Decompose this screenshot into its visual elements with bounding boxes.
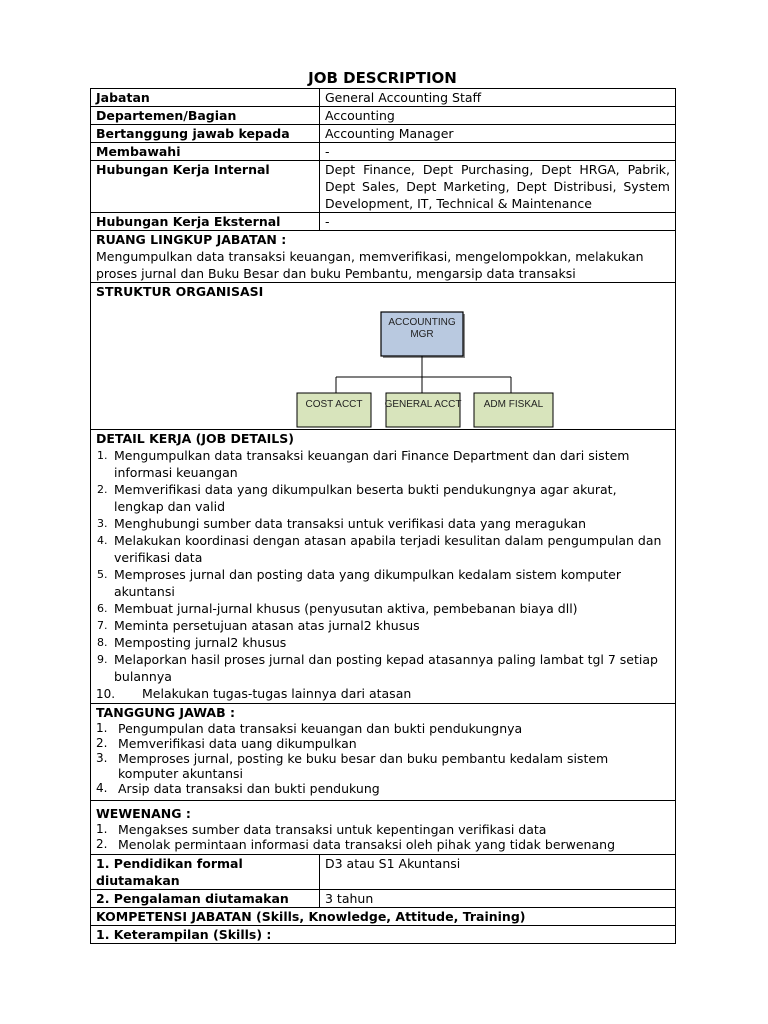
list-item bbox=[96, 781, 670, 796]
ruang-lingkup-text: Mengumpulkan data transaksi keuangan, memverifikasi, mengelompokkan, melakukan proses jurnal dan Buku Besar dan buku Pembantu, mengarsip data transaksi bbox=[96, 249, 644, 281]
tanggung-jawab-section bbox=[91, 704, 676, 801]
list-text: Memproses jurnal dan posting data yang dikumpulkan kedalam sistem komputer akuntansi bbox=[114, 567, 622, 599]
wewenang-heading: WEWENANG : bbox=[96, 806, 191, 821]
list-number: 3. bbox=[96, 751, 108, 765]
info-label: Hubungan Kerja Internal bbox=[91, 161, 320, 213]
org-label-manager-line2: MGR bbox=[410, 329, 434, 340]
list-number: 1. bbox=[96, 721, 108, 735]
list-text: Melakukan tugas-tugas lainnya dari atasan bbox=[142, 686, 412, 701]
list-item bbox=[96, 837, 670, 852]
list-item bbox=[96, 651, 670, 685]
list-text: Memposting jurnal2 khusus bbox=[114, 635, 287, 650]
list-item bbox=[96, 634, 670, 651]
info-label: Departemen/Bagian bbox=[91, 107, 320, 125]
info-row-departemen bbox=[91, 107, 676, 125]
detail-kerja-heading: DETAIL KERJA (JOB DETAILS) bbox=[96, 431, 294, 446]
tanggung-jawab-list bbox=[96, 721, 670, 796]
kualifikasi-value: D3 atau S1 Akuntansi bbox=[320, 855, 676, 890]
list-number: 2. bbox=[97, 483, 108, 496]
info-value: - bbox=[320, 213, 676, 231]
detail-kerja-section bbox=[91, 430, 676, 704]
info-row-membawahi bbox=[91, 143, 676, 161]
list-text: Memverifikasi data yang dikumpulkan beserta bukti pendukungnya agar akurat, lengkap dan valid bbox=[114, 482, 617, 514]
info-row-jabatan bbox=[91, 89, 676, 107]
info-value: - bbox=[320, 143, 676, 161]
info-value: General Accounting Staff bbox=[320, 89, 676, 107]
list-item bbox=[96, 481, 670, 515]
info-label: Bertanggung jawab kepada bbox=[91, 125, 320, 143]
info-value: Accounting Manager bbox=[320, 125, 676, 143]
kualifikasi-label: 1. Pendidikan formal diutamakan bbox=[91, 855, 320, 890]
list-text: Menghubungi sumber data transaksi untuk verifikasi data yang meragukan bbox=[114, 516, 587, 531]
detail-kerja-list bbox=[96, 447, 670, 703]
document-title: JOB DESCRIPTION bbox=[308, 69, 457, 87]
list-item bbox=[96, 515, 670, 532]
list-item bbox=[96, 447, 670, 481]
list-item bbox=[96, 685, 670, 703]
list-text: Melaporkan hasil proses jurnal dan posting kepad atasannya paling lambat tgl 7 setiap bulannya bbox=[114, 652, 658, 684]
list-text: Mengakses sumber data transaksi untuk kepentingan verifikasi data bbox=[118, 822, 547, 837]
job-description-table bbox=[90, 88, 676, 944]
struktur-heading: STRUKTUR ORGANISASI bbox=[96, 284, 264, 299]
list-number: 3. bbox=[97, 517, 108, 530]
list-item bbox=[96, 600, 670, 617]
info-label: Hubungan Kerja Eksternal bbox=[91, 213, 320, 231]
list-item bbox=[96, 721, 670, 736]
kualifikasi-value: 3 tahun bbox=[320, 890, 676, 908]
ruang-lingkup-section bbox=[91, 231, 676, 283]
list-item bbox=[96, 736, 670, 751]
list-item bbox=[96, 751, 670, 781]
list-item bbox=[96, 566, 670, 600]
list-number: 9. bbox=[97, 653, 108, 666]
org-label-manager bbox=[381, 317, 463, 341]
list-text: Membuat jurnal-jurnal khusus (penyusutan aktiva, pembebanan biaya dll) bbox=[114, 601, 578, 616]
org-label-general-acct: GENERAL ACCT bbox=[384, 399, 462, 410]
info-value: Accounting bbox=[320, 107, 676, 125]
list-number: 4. bbox=[96, 781, 108, 795]
list-number: 5. bbox=[97, 568, 108, 581]
info-label: Membawahi bbox=[91, 143, 320, 161]
list-text: Menolak permintaan informasi data transaksi oleh pihak yang tidak berwenang bbox=[118, 837, 615, 852]
list-text: Meminta persetujuan atasan atas jurnal2 khusus bbox=[114, 618, 420, 633]
list-text: Memproses jurnal, posting ke buku besar dan buku pembantu kedalam sistem komputer akuntansi bbox=[118, 751, 609, 781]
org-label-manager-line1: ACCOUNTING bbox=[388, 317, 456, 328]
struktur-organisasi-section bbox=[91, 283, 676, 430]
list-number: 2. bbox=[96, 736, 108, 750]
list-number: 4. bbox=[97, 534, 108, 547]
list-number: 6. bbox=[97, 602, 108, 615]
keterampilan-heading: 1. Keterampilan (Skills) : bbox=[91, 926, 676, 944]
kualifikasi-pendidikan-row bbox=[91, 855, 676, 890]
kompetensi-heading-row bbox=[91, 908, 676, 926]
list-number: 1. bbox=[96, 822, 108, 836]
org-chart bbox=[96, 300, 670, 429]
list-item bbox=[96, 822, 670, 837]
org-label-cost-acct: COST ACCT bbox=[305, 399, 363, 410]
list-number: 7. bbox=[97, 619, 108, 632]
list-number: 8. bbox=[97, 636, 108, 649]
info-row-bertanggung-jawab bbox=[91, 125, 676, 143]
keterampilan-row bbox=[91, 926, 676, 944]
list-number: 1. bbox=[97, 449, 108, 462]
wewenang-section bbox=[91, 801, 676, 855]
list-text: Mengumpulkan data transaksi keuangan dari Finance Department dan dari sistem informasi keuangan bbox=[114, 448, 630, 480]
list-item bbox=[96, 532, 670, 566]
list-number: 10. bbox=[96, 687, 116, 701]
list-text: Pengumpulan data transaksi keuangan dan bukti pendukungnya bbox=[118, 721, 523, 736]
list-number: 2. bbox=[96, 837, 108, 851]
org-label-adm-fiskal: ADM FISKAL bbox=[483, 399, 544, 410]
list-text: Arsip data transaksi dan bukti pendukung bbox=[118, 781, 380, 796]
list-item bbox=[96, 617, 670, 634]
info-row-hubungan-eksternal bbox=[91, 213, 676, 231]
tanggung-jawab-heading: TANGGUNG JAWAB : bbox=[96, 705, 235, 720]
list-text: Memverifikasi data uang dikumpulkan bbox=[118, 736, 357, 751]
wewenang-list bbox=[96, 822, 670, 852]
kualifikasi-label: 2. Pengalaman diutamakan bbox=[91, 890, 320, 908]
kualifikasi-pengalaman-row bbox=[91, 890, 676, 908]
list-text: Melakukan koordinasi dengan atasan apabila terjadi kesulitan dalam pengumpulan dan verifikasi data bbox=[114, 533, 662, 565]
info-value: Dept Finance, Dept Purchasing, Dept HRGA, Pabrik, Dept Sales, Dept Marketing, Dept Distribusi, System Development, IT, Technical & Maintenance bbox=[320, 161, 676, 213]
info-row-hubungan-internal bbox=[91, 161, 676, 213]
info-label: Jabatan bbox=[91, 89, 320, 107]
ruang-lingkup-heading: RUANG LINGKUP JABATAN : bbox=[96, 232, 287, 247]
kompetensi-heading: KOMPETENSI JABATAN (Skills, Knowledge, Attitude, Training) bbox=[91, 908, 676, 926]
